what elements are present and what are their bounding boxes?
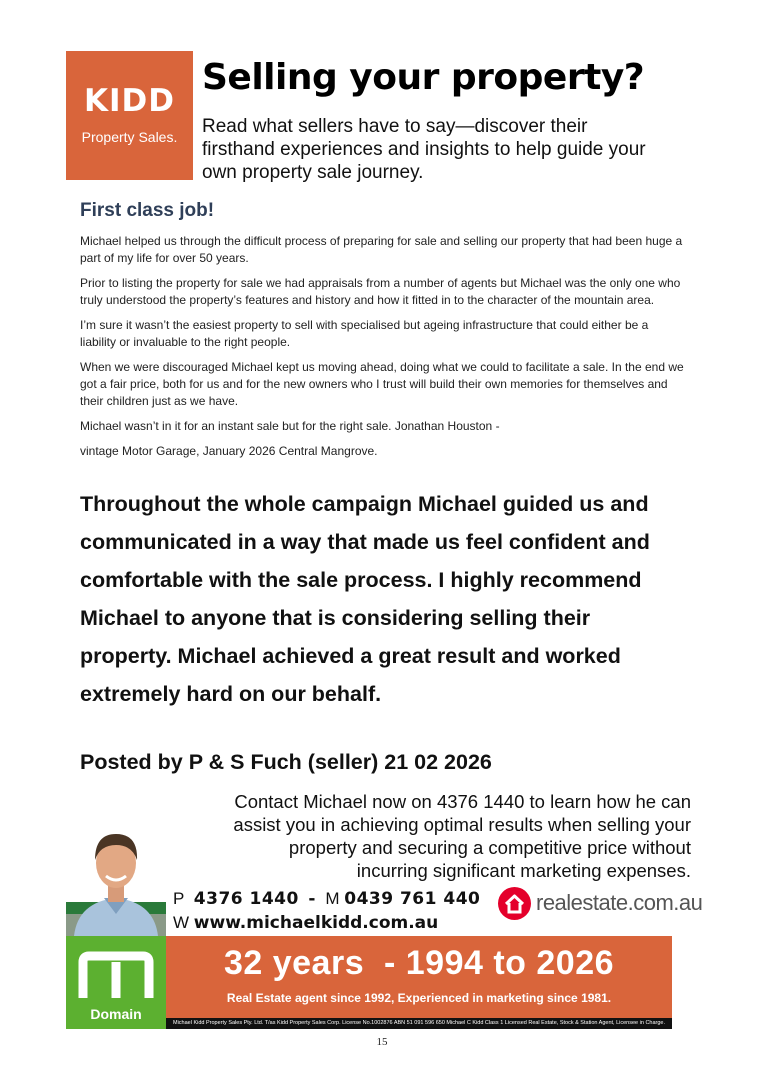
- intro-text: Read what sellers have to say—discover their firsthand experiences and insights to help guide your own property sale journey.: [202, 116, 646, 183]
- contact-message: [165, 790, 691, 882]
- testimonial-title: First class job!: [80, 200, 215, 221]
- license-strip: Michael Kidd Property Sales Pty. Ltd. T/as Kidd Property Sales Corp. License No.1002876 ABN 51 091 596 650 Michael C Kidd Class 1 Licensed Real Estate, Stock & Station Agent, Licensee in Charge.: [166, 1018, 672, 1029]
- contact-line: assist you in achieving optimal results when selling your: [233, 814, 691, 835]
- domain-logo: [66, 936, 166, 1029]
- website-link[interactable]: www.michaelkidd.com.au: [193, 913, 439, 933]
- logo-subtitle: Property Sales.: [81, 129, 178, 145]
- testimonial-paragraph: Prior to listing the property for sale we had appraisals from a number of agents but Michael was the only one who truly understood the property’s features and history and how it fitted in to the character of the mountain area.: [80, 276, 681, 307]
- experience-line: Real Estate agent since 1992, Experienced in marketing since 1981.: [226, 991, 612, 1005]
- testimonial-paragraph: When we were discouraged Michael kept us moving ahead, doing what we could to facilitate a sale. In the end we got a fair price, both for us and for the new owners who I trust will build their own memories for themselves and their children just as we have.: [80, 360, 684, 408]
- phone-prefix: P: [173, 889, 185, 908]
- contact-line: incurring significant marketing expenses.: [356, 860, 691, 881]
- website-row: [173, 913, 438, 933]
- contact-line: property and securing a competitive price without: [288, 837, 691, 858]
- phone-numbers: [173, 889, 480, 909]
- house-icon: [498, 887, 531, 920]
- years-headline: 32 years - 1994 to 2026: [223, 944, 615, 982]
- testimonial-paragraph: Michael wasn’t in it for an instant sale but for the right sale. Jonathan Houston -: [80, 419, 500, 433]
- testimonial-paragraph: I’m sure it wasn’t the easiest property to sell with specialised but ageing infrastructure that could either be a liability or invaluable to the right people.: [80, 318, 649, 349]
- web-prefix: W: [173, 913, 190, 932]
- phone-separator: -: [308, 889, 316, 909]
- domain-m-icon: [66, 936, 166, 1006]
- kidd-logo: [66, 51, 193, 180]
- mobile-prefix: M: [325, 889, 340, 908]
- contact-line: Contact Michael now on 4376 1440 to learn how he can: [234, 791, 691, 812]
- testimonial-paragraph: vintage Motor Garage, January 2026 Central Mangrove.: [80, 444, 378, 458]
- mobile-phone[interactable]: 0439 761 440: [344, 889, 481, 909]
- testimonial-body: [80, 233, 685, 468]
- page-number: 15: [376, 1036, 388, 1048]
- realestate-logo-text: realestate.com.au: [536, 890, 703, 915]
- posted-by: Posted by P & S Fuch (seller) 21 02 2026: [80, 750, 492, 774]
- testimonial-paragraph: Michael helped us through the difficult process of preparing for sale and selling our property that had been huge a part of my life for over 50 years.: [80, 234, 683, 265]
- office-phone[interactable]: 4376 1440: [193, 889, 299, 909]
- logo-brand: KIDD: [83, 83, 176, 119]
- years-banner: [166, 936, 672, 1018]
- agent-photo: [66, 818, 166, 936]
- page-headline: Selling your property?: [202, 57, 645, 98]
- featured-quote: Throughout the whole campaign Michael guided us and communicated in a way that made us feel confident and comfortable with the sale process. I highly recommend Michael to anyone that is considering selling their property. Michael achieved a great result and worked extremely hard on our behalf.: [80, 492, 650, 706]
- realestate-logo: [498, 886, 702, 920]
- domain-logo-text: Domain: [90, 1006, 142, 1022]
